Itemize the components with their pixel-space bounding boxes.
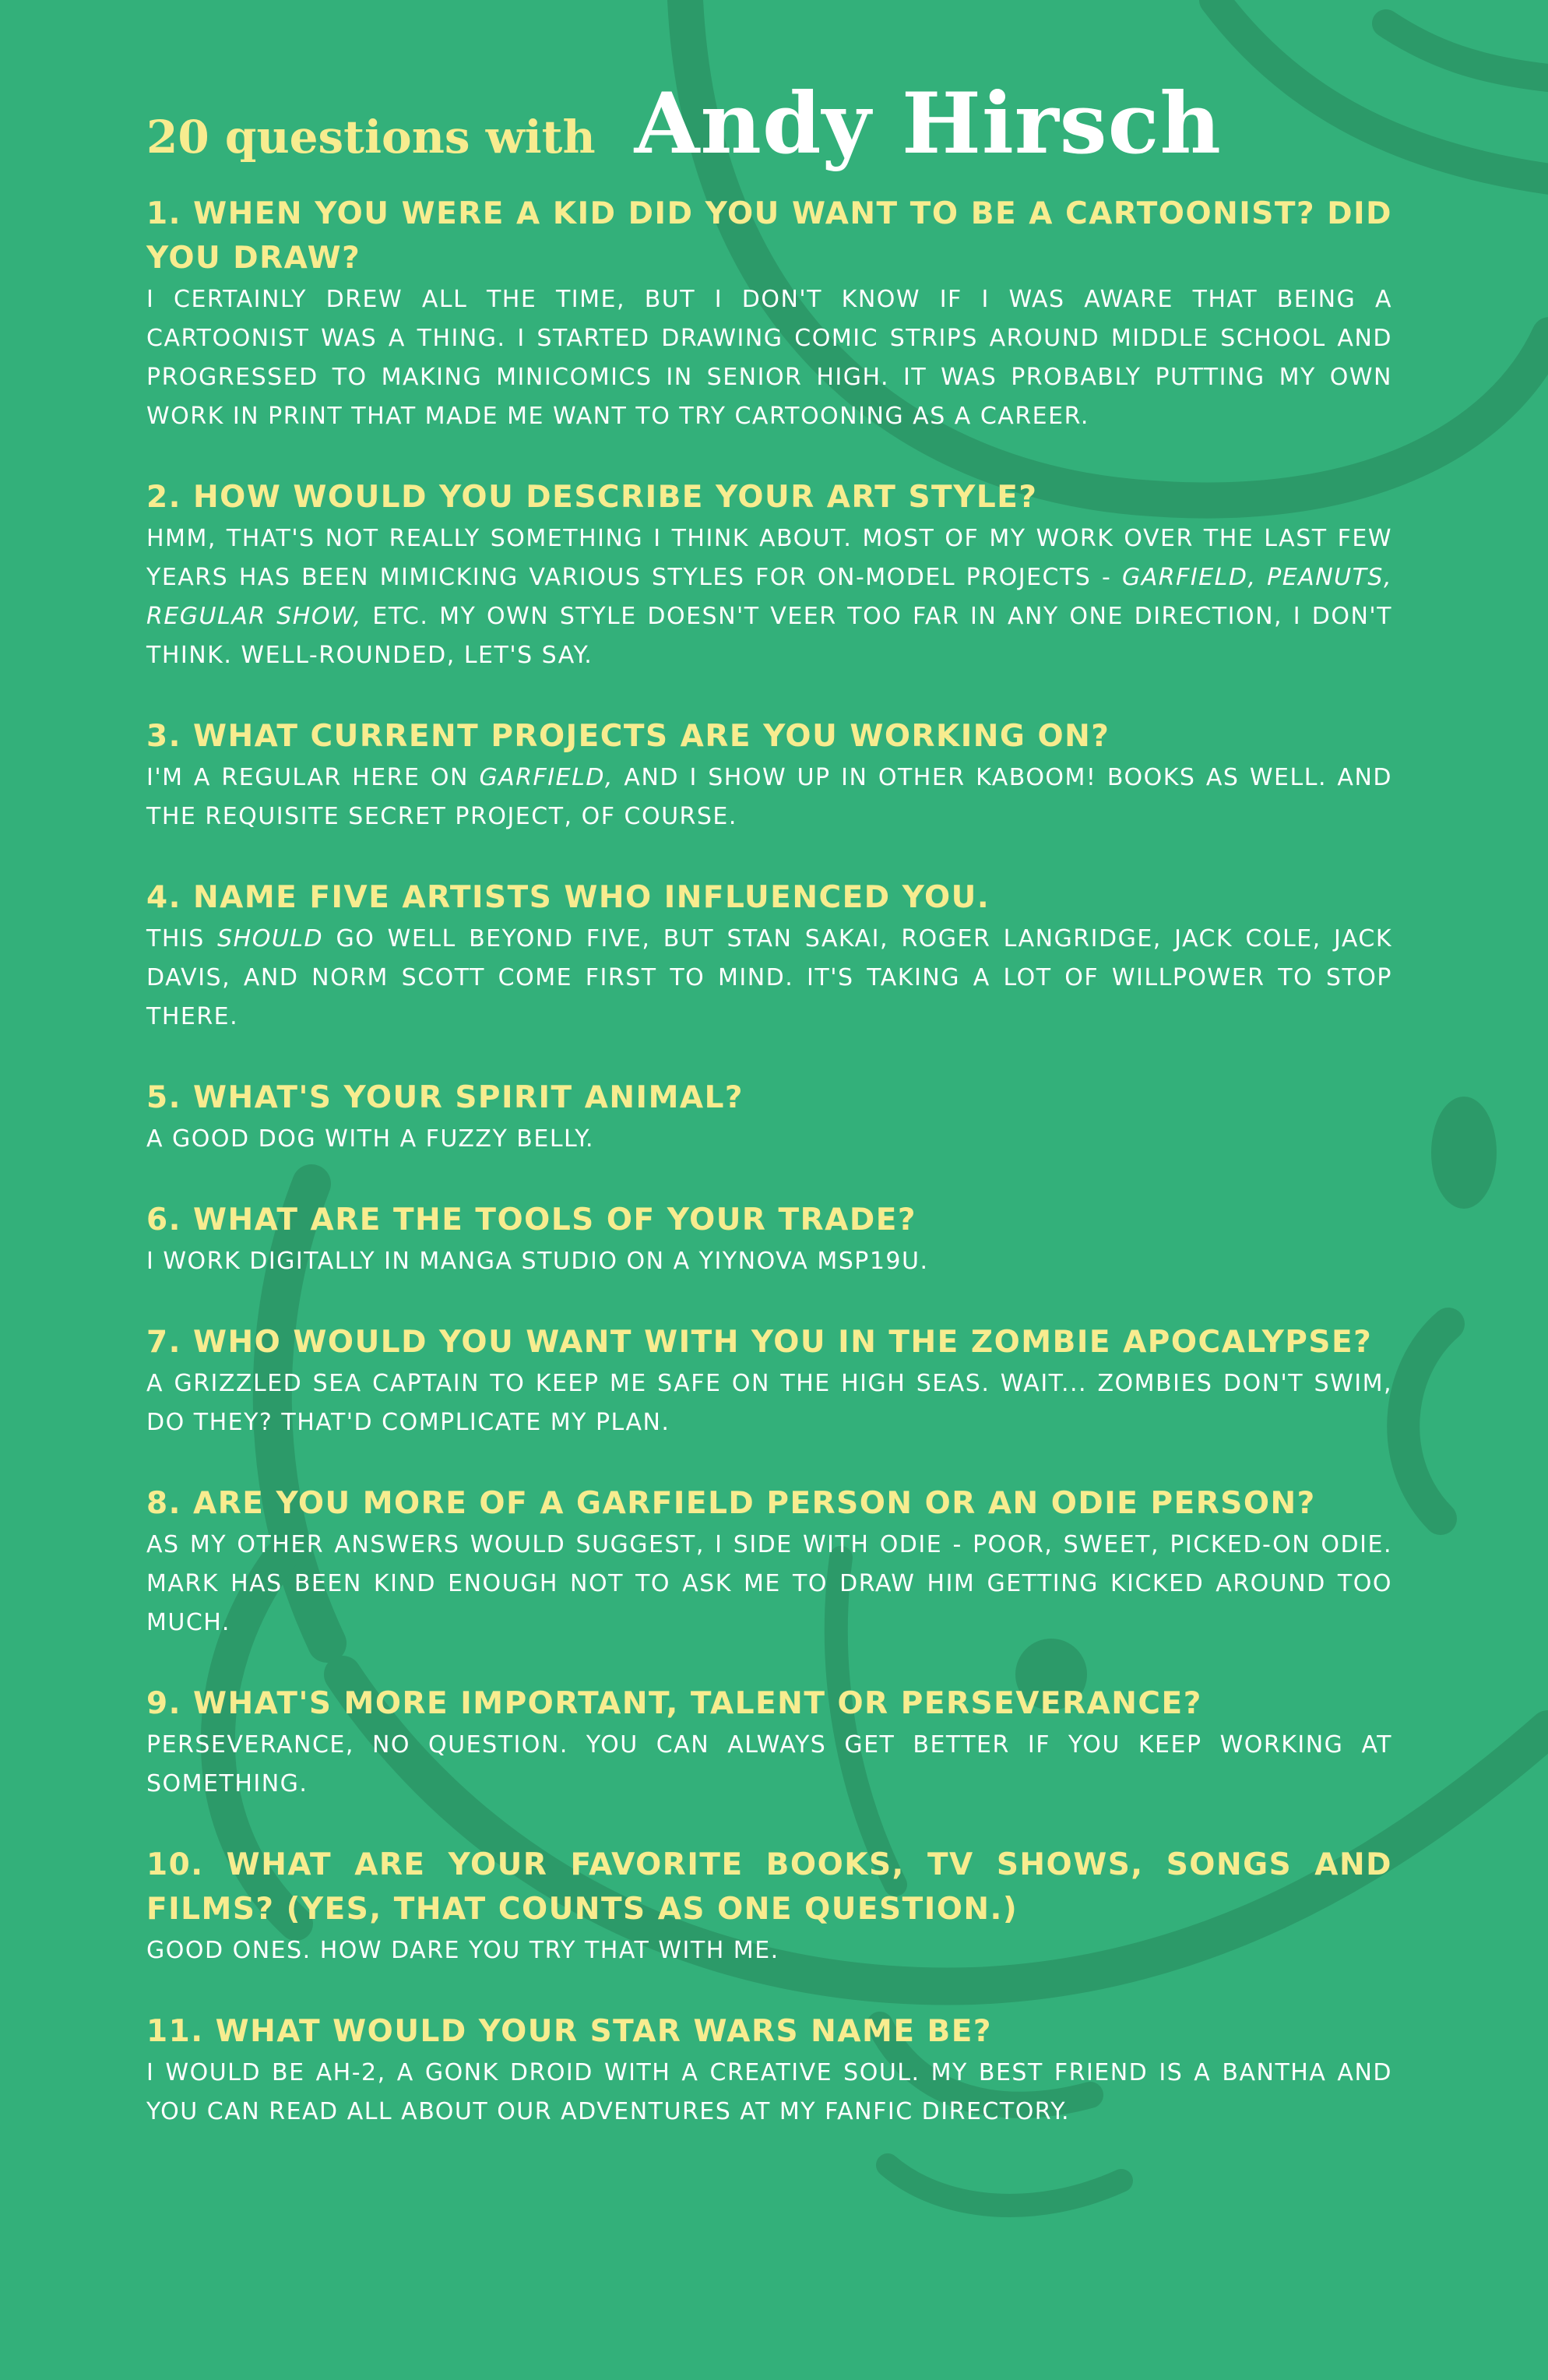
qa-item bbox=[146, 1481, 1392, 1642]
answer-segment: THIS bbox=[146, 925, 218, 952]
qa-item bbox=[146, 1681, 1392, 1804]
answer-segment: I CERTAINLY DREW ALL THE TIME, BUT I DON'T KNOW IF I WAS AWARE THAT BEING A CARTOONIST WAS A THING. I STARTED DRAWING COMIC STRIPS AROUND MIDDLE SCHOOL AND PROGRESSED TO MAKING MINICOMICS IN SENIOR HIGH. IT WAS PROBABLY PUTTING MY OWN WORK IN PRINT THAT MADE ME WANT TO TRY CARTOONING AS A CAREER. bbox=[146, 286, 1392, 430]
answer-text bbox=[146, 2054, 1392, 2132]
answer-segment: I WOULD BE AH-2, A GONK DROID WITH A CREATIVE SOUL. MY BEST FRIEND IS A BANTHA AND YOU CAN READ ALL ABOUT OUR ADVENTURES AT MY FANFIC DIRECTORY. bbox=[146, 2059, 1392, 2125]
qa-item bbox=[146, 875, 1392, 1037]
answer-text bbox=[146, 519, 1392, 675]
qa-item bbox=[146, 714, 1392, 836]
question-text: 8. ARE YOU MORE OF A GARFIELD PERSON OR AN ODIE PERSON? bbox=[146, 1486, 1316, 1521]
answer-text bbox=[146, 1526, 1392, 1642]
answer-segment: GOOD ONES. HOW DARE YOU TRY THAT WITH ME. bbox=[146, 1937, 779, 1964]
answer-title-italic: GARFIELD, PEANUTS, REGULAR SHOW, bbox=[146, 564, 1393, 630]
answer-segment: AS MY OTHER ANSWERS WOULD SUGGEST, I SIDE WITH ODIE - POOR, SWEET, PICKED-ON ODIE. MARK HAS BEEN KIND ENOUGH NOT TO ASK ME TO DRAW HIM GETTING KICKED AROUND TOO MUCH. bbox=[146, 1531, 1392, 1636]
answer-segment: A GOOD DOG WITH A FUZZY BELLY. bbox=[146, 1125, 595, 1153]
answer-text bbox=[146, 1726, 1392, 1804]
qa-item bbox=[146, 1320, 1392, 1442]
answer-title-italic: GARFIELD, bbox=[479, 764, 614, 791]
answer-text bbox=[146, 1120, 1392, 1159]
title-prefix: 20 questions with bbox=[146, 111, 596, 164]
interviewee-name: Andy Hirsch bbox=[634, 75, 1222, 173]
question-text: 2. HOW WOULD YOU DESCRIBE YOUR ART STYLE? bbox=[146, 480, 1038, 515]
title-header bbox=[146, 75, 1392, 192]
interview-page bbox=[146, 75, 1392, 2171]
qa-item bbox=[146, 2009, 1392, 2132]
question-text: 4. NAME FIVE ARTISTS WHO INFLUENCED YOU. bbox=[146, 880, 990, 915]
question-text: 7. WHO WOULD YOU WANT WITH YOU IN THE ZOMBIE APOCALYPSE? bbox=[146, 1325, 1373, 1360]
answer-segment: HMM, THAT'S NOT REALLY SOMETHING I THINK ABOUT. MOST OF MY WORK OVER THE LAST FEW YEARS HAS BEEN MIMICKING VARIOUS STYLES FOR ON-MODEL PROJECTS - bbox=[146, 525, 1392, 591]
answer-text bbox=[146, 1364, 1392, 1442]
qa-item bbox=[146, 1198, 1392, 1281]
question-text: 3. WHAT CURRENT PROJECTS ARE YOU WORKING ON? bbox=[146, 719, 1110, 754]
answer-segment: A GRIZZLED SEA CAPTAIN TO KEEP ME SAFE ON THE HIGH SEAS. WAIT... ZOMBIES DON'T SWIM, DO THEY? THAT'D COMPLICATE MY PLAN. bbox=[146, 1370, 1392, 1436]
qa-item bbox=[146, 192, 1392, 436]
answer-segment: AND I SHOW UP IN OTHER KABOOM! BOOKS AS WELL. AND THE REQUISITE SECRET PROJECT, OF COURSE. bbox=[146, 764, 1392, 830]
question-text: 6. WHAT ARE THE TOOLS OF YOUR TRADE? bbox=[146, 1202, 916, 1238]
qa-item bbox=[146, 1076, 1392, 1159]
answer-text bbox=[146, 280, 1392, 436]
qa-list bbox=[146, 192, 1392, 2132]
question-text: 10. WHAT ARE YOUR FAVORITE BOOKS, TV SHOWS, SONGS AND FILMS? (YES, THAT COUNTS AS ONE QUESTION.) bbox=[146, 1847, 1392, 1927]
qa-item bbox=[146, 1843, 1392, 1970]
answer-segment: I WORK DIGITALLY IN MANGA STUDIO ON A YIYNOVA MSP19U. bbox=[146, 1248, 929, 1275]
question-text: 1. WHEN YOU WERE A KID DID YOU WANT TO BE A CARTOONIST? DID YOU DRAW? bbox=[146, 196, 1392, 276]
answer-text bbox=[146, 1931, 1392, 1970]
answer-text bbox=[146, 759, 1392, 836]
question-text: 9. WHAT'S MORE IMPORTANT, TALENT OR PERSEVERANCE? bbox=[146, 1686, 1202, 1721]
answer-segment: ETC. MY OWN STYLE DOESN'T VEER TOO FAR IN ANY ONE DIRECTION, I DON'T THINK. WELL-ROUNDED, LET'S SAY. bbox=[146, 603, 1392, 669]
qa-item bbox=[146, 475, 1392, 675]
question-text: 11. WHAT WOULD YOUR STAR WARS NAME BE? bbox=[146, 2014, 993, 2049]
answer-title-italic: SHOULD bbox=[217, 925, 324, 952]
answer-segment: PERSEVERANCE, NO QUESTION. YOU CAN ALWAYS GET BETTER IF YOU KEEP WORKING AT SOMETHING. bbox=[146, 1731, 1392, 1797]
answer-segment: I'M A REGULAR HERE ON bbox=[146, 764, 480, 791]
question-text: 5. WHAT'S YOUR SPIRIT ANIMAL? bbox=[146, 1080, 744, 1115]
answer-segment: GO WELL BEYOND FIVE, BUT STAN SAKAI, ROGER LANGRIDGE, JACK COLE, JACK DAVIS, AND NORM SCOTT COME FIRST TO MIND. IT'S TAKING A LOT OF WILLPOWER TO STOP THERE. bbox=[146, 925, 1392, 1030]
answer-text bbox=[146, 1242, 1392, 1281]
answer-text bbox=[146, 920, 1392, 1037]
